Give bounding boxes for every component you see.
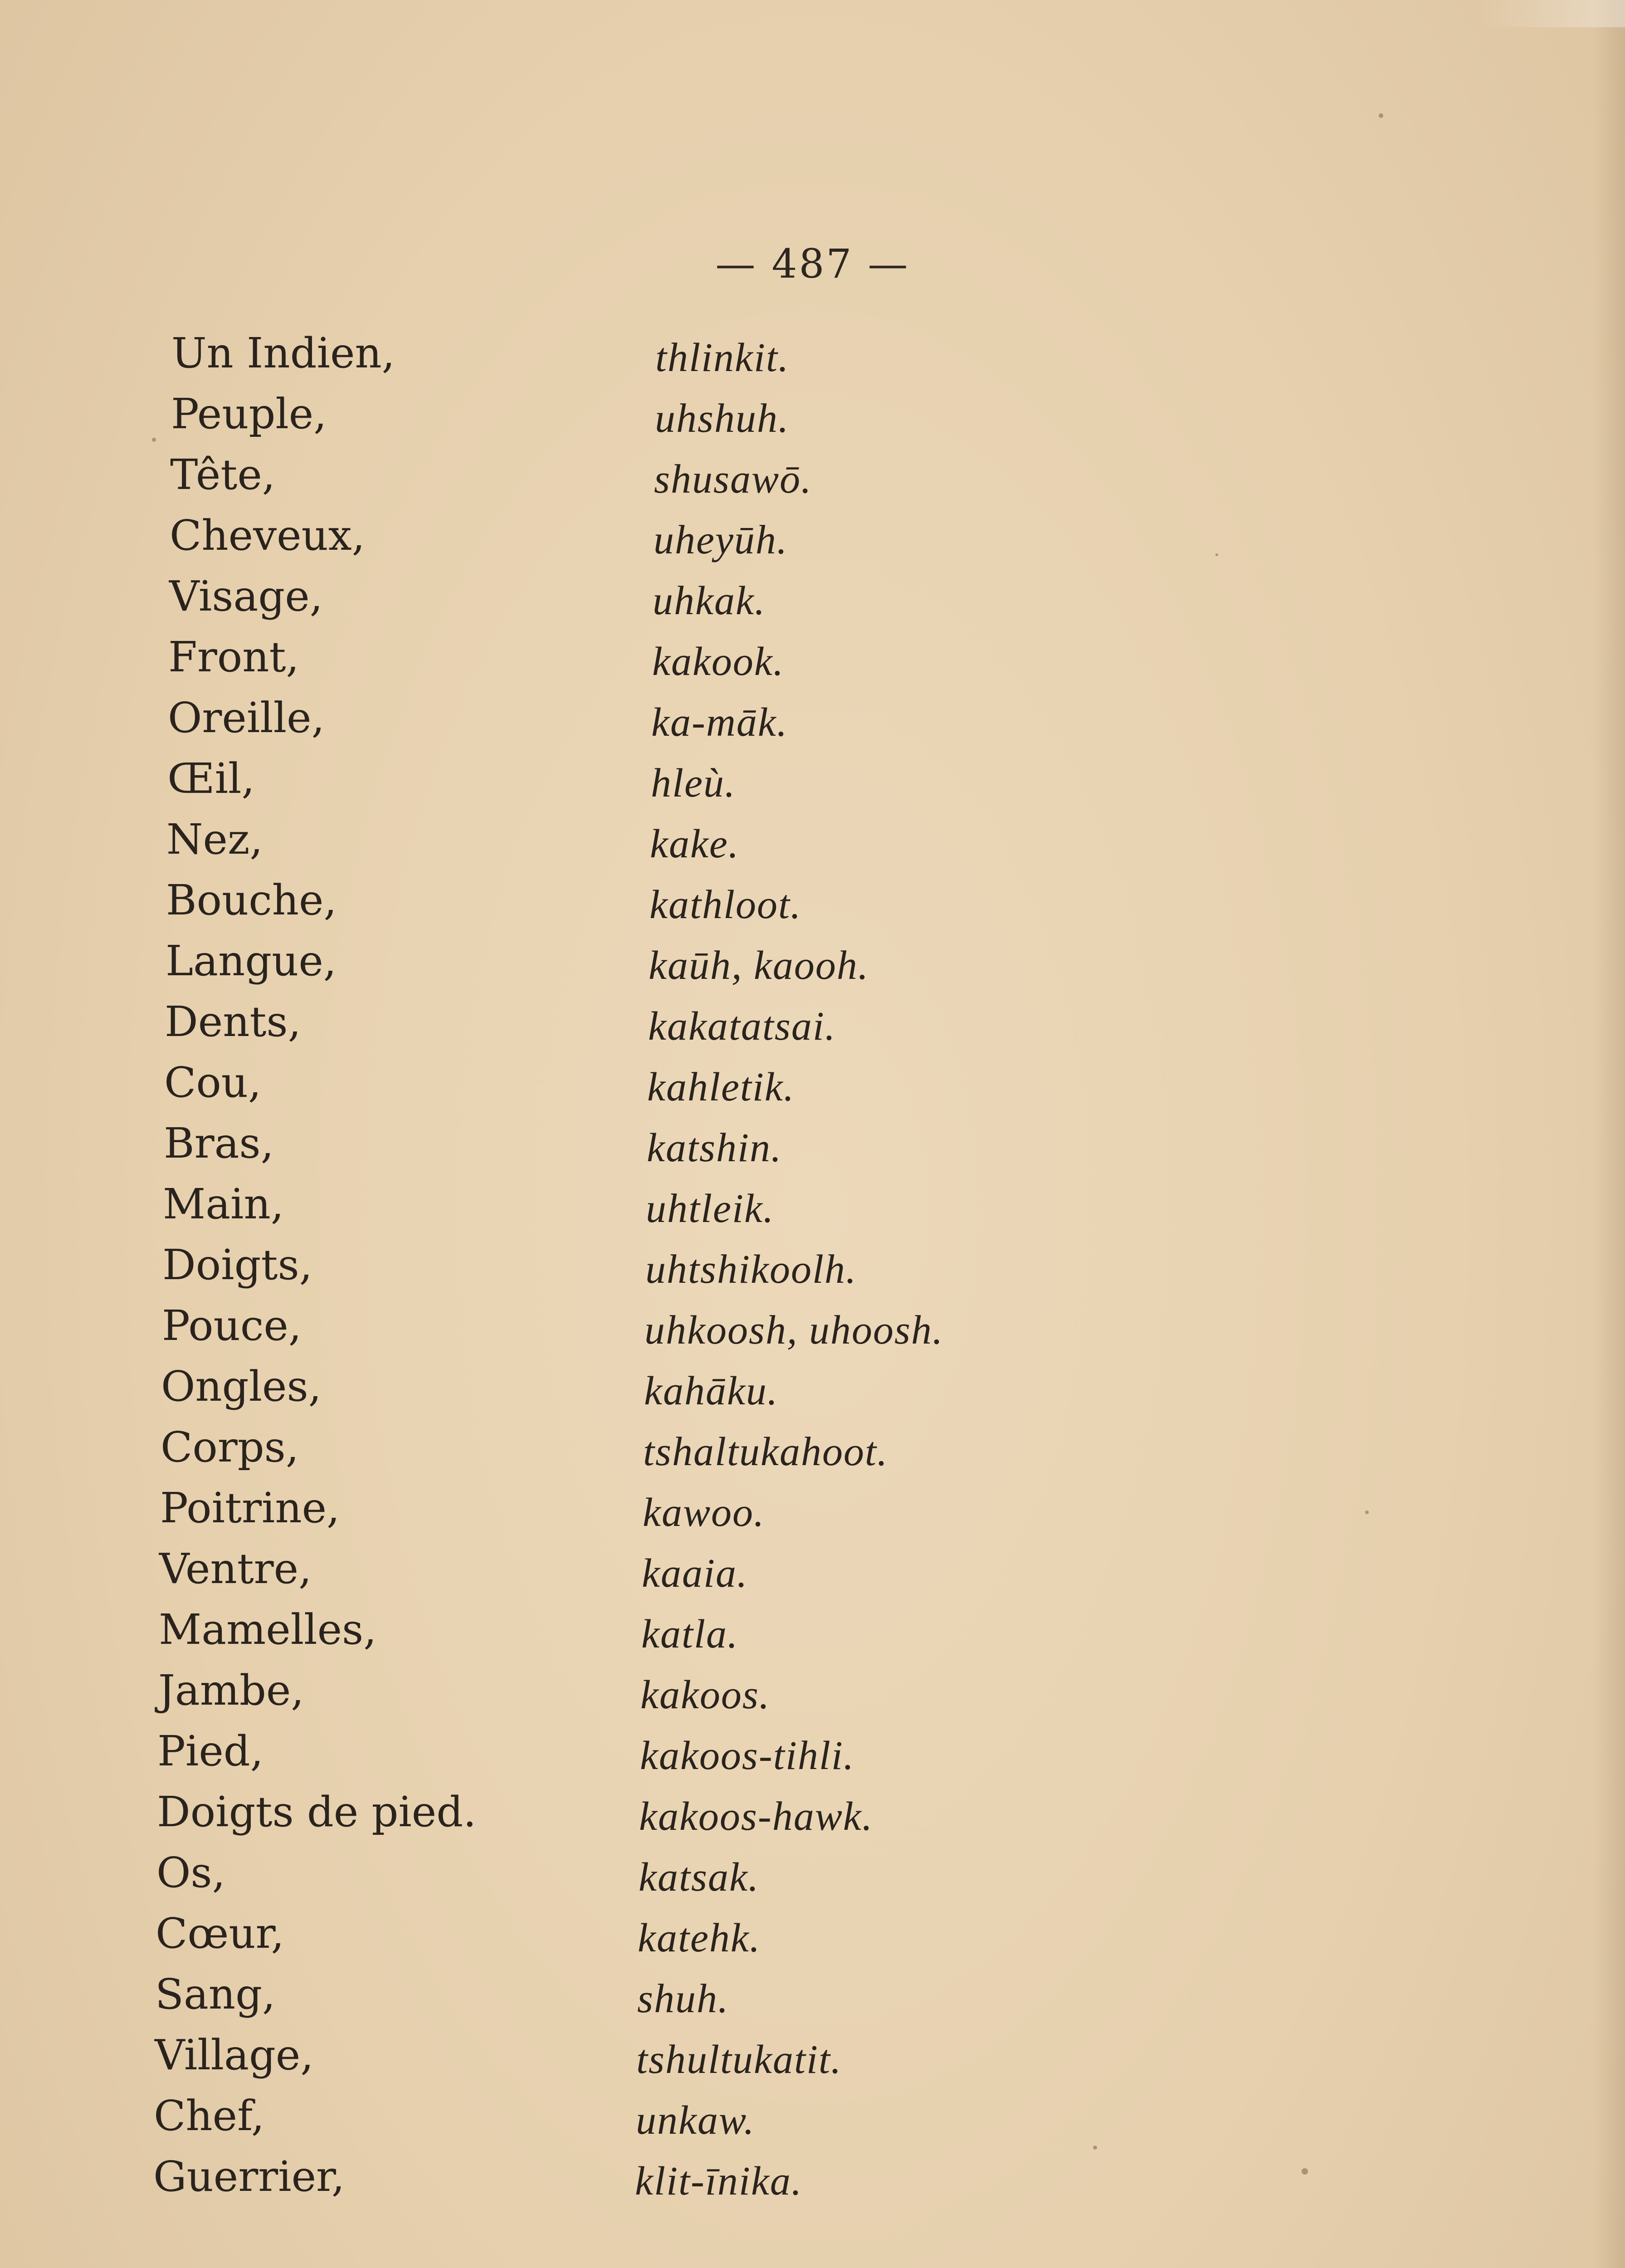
french-word: Os, — [156, 1848, 225, 1897]
vocabulary-entry — [0, 1180, 1625, 1239]
french-word: Front, — [168, 633, 299, 681]
french-word: Visage, — [169, 572, 323, 621]
paper-speck — [1093, 2146, 1097, 2150]
vocabulary-entry — [0, 1423, 1625, 1482]
tlingit-word: thlinkit. — [655, 335, 790, 380]
tlingit-word: uhkak. — [653, 578, 766, 623]
vocabulary-entry — [0, 390, 1625, 449]
vocabulary-entry — [0, 876, 1625, 935]
tlingit-word: uheyūh. — [654, 518, 788, 562]
paper-speck — [1379, 113, 1383, 118]
tlingit-word: uhkoosh, uhoosh. — [644, 1308, 944, 1353]
vocabulary-entry — [0, 329, 1625, 388]
vocabulary-entry — [0, 1788, 1625, 1847]
paper-speck — [1302, 2168, 1308, 2175]
french-word: Dents, — [165, 997, 301, 1046]
french-word: Jambe, — [158, 1666, 304, 1715]
vocabulary-entry — [0, 511, 1625, 570]
tlingit-word: kathloot. — [649, 882, 802, 927]
french-word: Tête, — [170, 450, 276, 499]
tlingit-word: katshin. — [647, 1125, 782, 1170]
tlingit-word: kakoos-hawk. — [639, 1794, 873, 1839]
french-word: Nez, — [166, 815, 263, 864]
french-word: Doigts, — [162, 1241, 312, 1289]
french-word: Mamelles, — [159, 1605, 377, 1654]
french-word: Peuple, — [171, 390, 327, 438]
vocabulary-entry — [0, 1909, 1625, 1968]
french-word: Bouche, — [166, 876, 337, 924]
vocabulary-entry — [0, 997, 1625, 1056]
vocabulary-entry — [0, 2152, 1625, 2211]
vocabulary-entry — [0, 572, 1625, 631]
tlingit-word: klit-īnika. — [635, 2159, 803, 2204]
french-word: Bras, — [164, 1119, 274, 1168]
french-word: Main, — [163, 1180, 284, 1228]
vocabulary-entry — [0, 2031, 1625, 2090]
french-word: Pied, — [157, 1727, 264, 1775]
tlingit-word: katehk. — [638, 1916, 761, 1960]
tlingit-word: uhshuh. — [655, 396, 790, 441]
tlingit-word: tshaltukahoot. — [643, 1429, 888, 1474]
french-word: Pouce, — [162, 1301, 302, 1350]
vocabulary-entry — [0, 694, 1625, 753]
tlingit-word: kakook. — [652, 639, 785, 684]
french-word: Village, — [155, 2031, 314, 2079]
vocabulary-entry — [0, 1484, 1625, 1543]
vocabulary-entry — [0, 1666, 1625, 1725]
vocabulary-entry — [0, 1545, 1625, 1603]
french-word: Sang, — [155, 1970, 276, 2019]
tlingit-word: ka-māk. — [651, 700, 788, 745]
tlingit-word: kakatatsai. — [648, 1004, 836, 1049]
tlingit-word: kakoos. — [640, 1672, 771, 1717]
vocabulary-entry — [0, 1058, 1625, 1117]
tlingit-word: uhtshikoolh. — [645, 1247, 857, 1292]
tlingit-word: kakoos-tihli. — [640, 1733, 855, 1778]
french-word: Œil, — [167, 754, 255, 803]
paper-speck — [1215, 553, 1218, 556]
french-word: Doigts de pied. — [157, 1788, 477, 1836]
french-word: Oreille, — [168, 694, 325, 742]
french-word: Cheveux, — [170, 511, 365, 560]
tlingit-word: kaūh, kaooh. — [649, 943, 869, 988]
tlingit-word: kahāku. — [644, 1369, 779, 1413]
paper-speck — [152, 438, 156, 442]
french-word: Poitrine, — [160, 1484, 340, 1532]
tlingit-word: katsak. — [639, 1855, 760, 1900]
tlingit-word: kahletik. — [647, 1065, 795, 1110]
vocabulary-entry — [0, 1119, 1625, 1178]
paper-speck — [1365, 1510, 1369, 1514]
tlingit-word: uhtleik. — [646, 1186, 775, 1231]
vocabulary-entry — [0, 815, 1625, 874]
vocabulary-entry — [0, 1727, 1625, 1786]
vocabulary-entry — [0, 1848, 1625, 1907]
french-word: Langue, — [166, 937, 337, 985]
french-word: Cou, — [164, 1058, 262, 1107]
vocabulary-entry — [0, 1605, 1625, 1664]
french-word: Corps, — [161, 1423, 299, 1471]
vocabulary-entry — [0, 633, 1625, 692]
french-word: Guerrier, — [153, 2152, 345, 2201]
french-word: Ongles, — [161, 1362, 322, 1411]
vocabulary-entry — [0, 1970, 1625, 2029]
tlingit-word: kaaia. — [642, 1551, 748, 1596]
tlingit-word: kake. — [650, 821, 740, 866]
tlingit-word: kawoo. — [643, 1490, 765, 1535]
french-word: Ventre, — [159, 1545, 312, 1593]
tlingit-word: katla. — [641, 1612, 739, 1657]
vocabulary-entry — [0, 1241, 1625, 1300]
tlingit-word: hleù. — [651, 761, 736, 806]
french-word: Cœur, — [156, 1909, 284, 1958]
tlingit-word: unkaw. — [636, 2098, 755, 2143]
french-word: Chef, — [154, 2092, 265, 2140]
tlingit-word: tshultukatit. — [636, 2037, 842, 2082]
vocabulary-entry — [0, 450, 1625, 509]
page-number: — 487 — — [715, 240, 910, 287]
french-word: Un Indien, — [171, 329, 395, 377]
vocabulary-entry — [0, 2092, 1625, 2151]
vocabulary-entry — [0, 937, 1625, 996]
vocabulary-entry — [0, 754, 1625, 813]
tlingit-word: shusawō. — [654, 457, 812, 502]
vocabulary-entry — [0, 1301, 1625, 1360]
tlingit-word: shuh. — [637, 1976, 729, 2021]
vocabulary-entry — [0, 1362, 1625, 1421]
